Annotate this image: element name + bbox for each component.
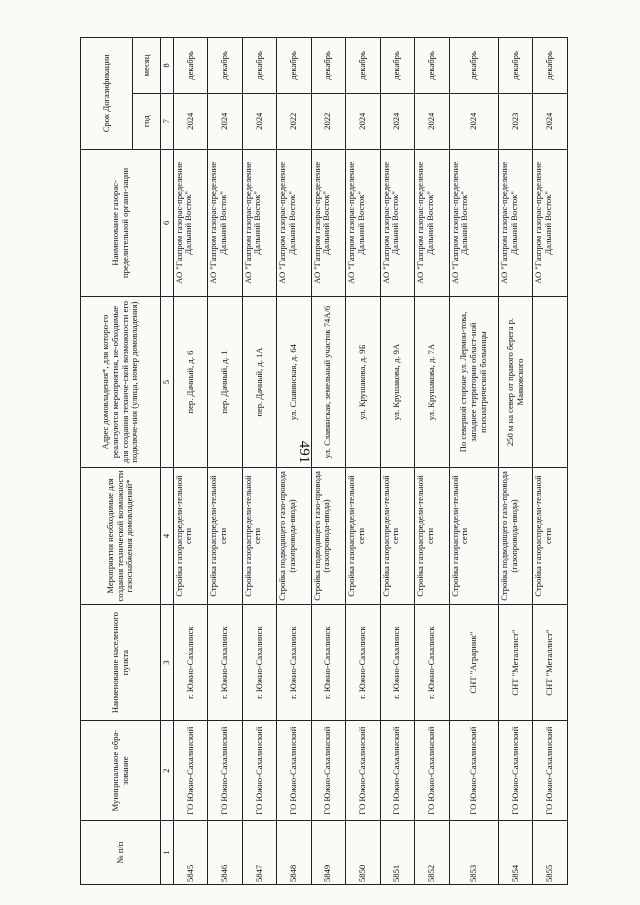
header-municipality: Муниципальное обра-зование (81, 721, 161, 821)
column-number: 3 (161, 605, 174, 721)
month-cell: декабрь (311, 38, 345, 94)
table-row (498, 38, 532, 885)
action-cell: Стройка подводящего газо-провода (газопровода-ввода) (277, 467, 311, 604)
municipality-cell: ГО Южно-Сахалинский (311, 721, 345, 821)
month-cell: декабрь (208, 38, 242, 94)
locality-cell: СНТ "Аграрник" (449, 605, 498, 721)
month-cell: декабрь (346, 38, 380, 94)
row-number: 5847 (242, 821, 276, 885)
municipality-cell: ГО Южно-Сахалинский (242, 721, 276, 821)
document-table-rotated (80, 37, 568, 885)
action-cell: Стройка газораспредели-тельной сети (380, 467, 414, 604)
year-cell: 2024 (208, 93, 242, 149)
locality-cell: г. Южно-Сахалинск (242, 605, 276, 721)
locality-cell: г. Южно-Сахалинск (346, 605, 380, 721)
header-locality: Наименование населенного пункта (81, 605, 161, 721)
address-cell: пер. Дачный, д. 1 (208, 297, 242, 468)
action-cell: Стройка подводящего газо-провода (газопровода-ввода) (311, 467, 345, 604)
org-cell: АО "Газпром газорас-пределение Дальний Восток" (498, 149, 532, 297)
header-year: год (133, 93, 161, 149)
year-cell: 2024 (533, 93, 568, 149)
header-month: месяц (133, 38, 161, 94)
year-cell: 2024 (449, 93, 498, 149)
table-row (242, 38, 276, 885)
municipality-cell: ГО Южно-Сахалинский (533, 721, 568, 821)
action-cell: Стройка подводящего газо-провода (газопровода-ввода) (498, 467, 532, 604)
row-number: 5848 (277, 821, 311, 885)
action-cell: Стройка газораспредели-тельной сети (533, 467, 568, 604)
municipality-cell: ГО Южно-Сахалинский (208, 721, 242, 821)
locality-cell: г. Южно-Сахалинск (173, 605, 207, 721)
address-cell (533, 297, 568, 468)
table-row (346, 38, 380, 885)
municipality-cell: ГО Южно-Сахалинский (346, 721, 380, 821)
table-row (208, 38, 242, 885)
org-cell: АО "Газпром газорас-пределение Дальний Восток" (311, 149, 345, 297)
locality-cell: СНТ "Металлист" (533, 605, 568, 721)
month-cell: декабрь (415, 38, 449, 94)
gasification-table (80, 37, 568, 885)
header-deadline: Срок Догазификации (81, 38, 133, 150)
address-cell: По северной стороне ул. Лермон-това, западнее территории област-ной психиатрической больницы (449, 297, 498, 468)
org-cell: АО "Газпром газорас-пределение Дальний Восток" (173, 149, 207, 297)
row-number: 5849 (311, 821, 345, 885)
column-number: 4 (161, 467, 174, 604)
year-cell: 2024 (173, 93, 207, 149)
column-number: 5 (161, 297, 174, 468)
action-cell: Стройка газораспредели-тельной сети (242, 467, 276, 604)
year-cell: 2022 (277, 93, 311, 149)
header-action: Мероприятия необходимые для создания технической возможности газоснабжения домовладений* (81, 467, 161, 604)
column-number: 8 (161, 38, 174, 94)
table-row (449, 38, 498, 885)
org-cell: АО "Газпром газорас-пределение Дальний Восток" (415, 149, 449, 297)
municipality-cell: ГО Южно-Сахалинский (277, 721, 311, 821)
action-cell: Стройка газораспредели-тельной сети (415, 467, 449, 604)
address-cell: ул. Крушакова, д. 9А (380, 297, 414, 468)
org-cell: АО "Газпром газорас-пределение Дальний Восток" (277, 149, 311, 297)
table-row (277, 38, 311, 885)
address-cell: пер. Дачный, д. 6 (173, 297, 207, 468)
address-cell: ул. Крушакова, д. 9Б (346, 297, 380, 468)
address-cell: ул. Крушакова, д. 7А (415, 297, 449, 468)
municipality-cell: ГО Южно-Сахалинский (449, 721, 498, 821)
month-cell: декабрь (449, 38, 498, 94)
locality-cell: г. Южно-Сахалинск (380, 605, 414, 721)
header-org: Наименование газорас-пределительной органи-зации (81, 149, 161, 297)
month-cell: декабрь (173, 38, 207, 94)
municipality-cell: ГО Южно-Сахалинский (380, 721, 414, 821)
action-cell: Стройка газораспредели-тельной сети (208, 467, 242, 604)
year-cell: 2024 (346, 93, 380, 149)
locality-cell: СНТ "Металлист" (498, 605, 532, 721)
row-number: 5845 (173, 821, 207, 885)
org-cell: АО "Газпром газорас-пределение Дальний Восток" (449, 149, 498, 297)
municipality-cell: ГО Южно-Сахалинский (415, 721, 449, 821)
row-number: 5854 (498, 821, 532, 885)
org-cell: АО "Газпром газорас-пределение Дальний Восток" (242, 149, 276, 297)
action-cell: Стройка газораспредели-тельной сети (173, 467, 207, 604)
page-number: 491 (296, 440, 312, 464)
month-cell: декабрь (242, 38, 276, 94)
org-cell: АО "Газпром газорас-пределение Дальний Восток" (380, 149, 414, 297)
row-number: 5852 (415, 821, 449, 885)
year-cell: 2022 (311, 93, 345, 149)
action-cell: Стройка газораспредели-тельной сети (449, 467, 498, 604)
year-cell: 2024 (415, 93, 449, 149)
column-number: 2 (161, 721, 174, 821)
table-row (533, 38, 568, 885)
address-cell: ул. Славянская, д. 64 (277, 297, 311, 468)
column-number: 7 (161, 93, 174, 149)
column-numbers-row (161, 38, 174, 885)
address-cell: 250 м на север от правого берега р. Маяковского (498, 297, 532, 468)
table-row (380, 38, 414, 885)
org-cell: АО "Газпром газорас-пределение Дальний Восток" (208, 149, 242, 297)
month-cell: декабрь (498, 38, 532, 94)
locality-cell: г. Южно-Сахалинск (311, 605, 345, 721)
month-cell: декабрь (533, 38, 568, 94)
year-cell: 2024 (242, 93, 276, 149)
org-cell: АО "Газпром газорас-пределение Дальний Восток" (346, 149, 380, 297)
municipality-cell: ГО Южно-Сахалинский (173, 721, 207, 821)
row-number: 5851 (380, 821, 414, 885)
address-cell: пер. Дачный, д. 1А (242, 297, 276, 468)
column-number: 1 (161, 821, 174, 885)
year-cell: 2023 (498, 93, 532, 149)
header-address: Адрес домовладения*, для которо-го реализуются мероприятия, не-обходимые для создания техниче-ской возможности его подключе-ния (улица, номер домовладения) (81, 297, 161, 468)
locality-cell: г. Южно-Сахалинск (415, 605, 449, 721)
month-cell: декабрь (380, 38, 414, 94)
column-number: 6 (161, 149, 174, 297)
row-number: 5850 (346, 821, 380, 885)
month-cell: декабрь (277, 38, 311, 94)
org-cell: АО "Газпром газорас-пределение Дальний Восток" (533, 149, 568, 297)
row-number: 5855 (533, 821, 568, 885)
table-row (415, 38, 449, 885)
row-number: 5846 (208, 821, 242, 885)
address-cell: ул. Славянская, земельный участок 74А/6 (311, 297, 345, 468)
action-cell: Стройка газораспредели-тельной сети (346, 467, 380, 604)
locality-cell: г. Южно-Сахалинск (208, 605, 242, 721)
locality-cell: г. Южно-Сахалинск (277, 605, 311, 721)
row-number: 5853 (449, 821, 498, 885)
table-row (173, 38, 207, 885)
header-number: № п/п (81, 821, 161, 885)
year-cell: 2024 (380, 93, 414, 149)
municipality-cell: ГО Южно-Сахалинский (498, 721, 532, 821)
table-row (311, 38, 345, 885)
